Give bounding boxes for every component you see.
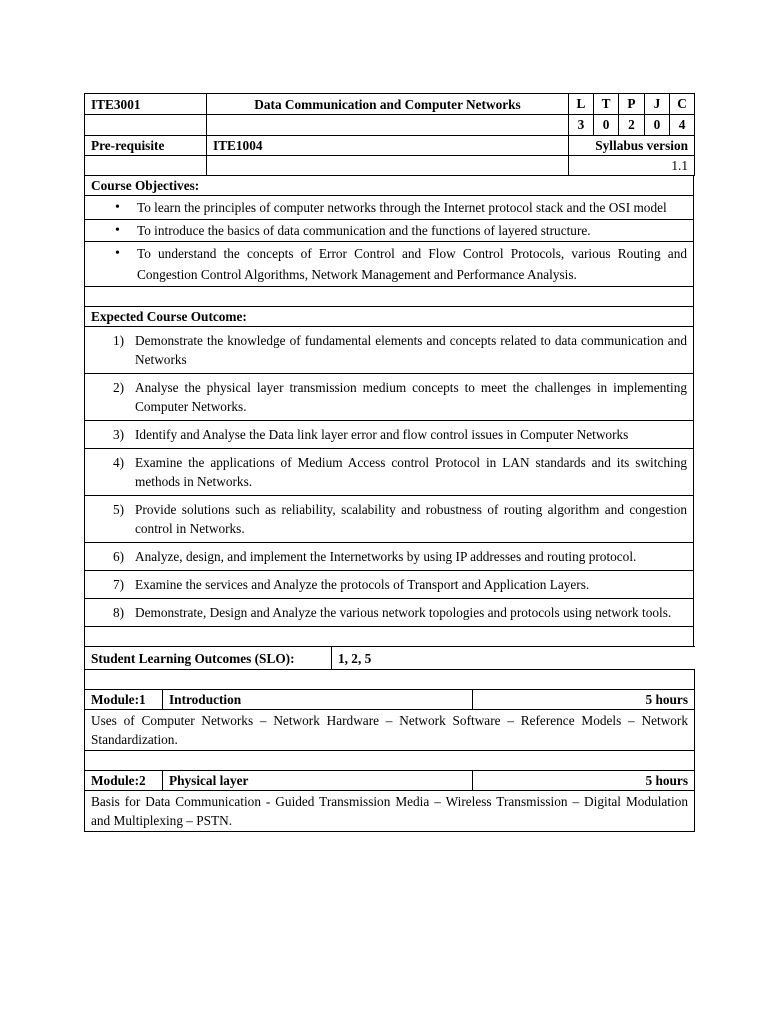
objective-text: • To introduce the basics of data communication and the functions of layered structure. [115,221,687,240]
outcomes-heading: Expected Course Outcome: [85,307,694,327]
ltpjc-value-c: 4 [670,115,694,136]
slo-label: Student Learning Outcomes (SLO): [85,647,332,670]
prerequisite-value: ITE1004 [207,136,569,156]
objective-text: • To understand the concepts of Error Control and Flow Control Protocols, various Routing and Congestion Control Algorithms, Network Management and Performance Analysis. [115,243,687,285]
ltpjc-value-t: 0 [593,115,618,136]
outcome-item [85,421,694,449]
slo-value: 1, 2, 5 [332,647,695,670]
spacer-row [85,287,694,307]
outcome-number: 7) [113,577,125,592]
syllabus-version-label: Syllabus version [569,136,695,156]
outcome-item [85,327,694,374]
spacer-row [85,670,695,690]
course-title: Data Communication and Computer Networks [207,94,569,115]
ltpjc-cell [569,94,695,136]
objective-item [85,196,694,220]
course-header-table [84,93,695,176]
outcome-item [85,543,694,571]
prerequisite-label: Pre-requisite [85,136,207,156]
outcome-item [85,374,694,421]
module-title: Introduction [163,690,473,710]
module-title: Physical layer [163,771,473,791]
module-hours: 5 hours [473,771,695,791]
outcome-text: Analyse the physical layer transmission medium concepts to meet the challenges in implementing Computer Networks. [135,380,687,414]
outcome-number: 6) [113,549,125,564]
ltpjc-value-l: 3 [569,115,593,136]
objective-text: • To learn the principles of computer networks through the Internet protocol stack and the OSI model [115,197,687,218]
slo-table [84,646,695,690]
ltpjc-header-p: P [619,94,644,115]
ltpjc-table [569,94,694,135]
outcome-item [85,449,694,496]
ltpjc-header-t: T [593,94,618,115]
outcome-number: 5) [113,502,125,517]
outcome-text: Identify and Analyse the Data link layer error and flow control issues in Computer Networks [135,427,629,442]
objective-item [85,242,694,287]
module-content: Basis for Data Communication - Guided Transmission Media – Wireless Transmission – Digital Modulation and Multiplexing – PSTN. [85,791,695,832]
outcome-item [85,571,694,599]
outcome-number: 4) [113,455,125,470]
outcome-number: 8) [113,605,125,620]
module-content: Uses of Computer Networks – Network Hardware – Network Software – Reference Models – Network Standardization. [85,710,695,751]
outcome-item [85,496,694,543]
objectives-outcomes-table [84,175,694,647]
syllabus-version-value: 1.1 [569,156,695,176]
spacer-row [85,627,694,647]
outcome-text: Demonstrate the knowledge of fundamental elements and concepts related to data communication and Networks [135,333,687,367]
empty-cell [207,115,569,136]
outcome-text: Provide solutions such as reliability, scalability and robustness of routing algorithm and congestion control in Networks. [135,502,687,536]
outcome-text: Examine the services and Analyze the protocols of Transport and Application Layers. [135,577,590,592]
outcome-text: Analyze, design, and implement the Internetworks by using IP addresses and routing protocol. [135,549,637,564]
ltpjc-value-j: 0 [644,115,669,136]
outcome-text: Examine the applications of Medium Access control Protocol in LAN standards and its switching methods in Networks. [135,455,687,489]
ltpjc-header-c: C [670,94,694,115]
module-label: Module:1 [85,690,163,710]
outcome-item [85,599,694,627]
outcome-number: 1) [113,333,125,348]
objective-item [85,220,694,242]
module-hours: 5 hours [473,690,695,710]
module-2-table [84,770,695,832]
outcome-text: Demonstrate, Design and Analyze the various network topologies and protocols using network tools. [135,605,672,620]
objectives-heading: Course Objectives: [85,176,694,196]
ltpjc-value-p: 2 [619,115,644,136]
empty-cell [85,156,207,176]
outcome-number: 2) [113,380,125,395]
empty-cell [85,115,207,136]
syllabus-document [84,93,694,832]
course-code: ITE3001 [85,94,207,115]
ltpjc-header-l: L [576,96,586,111]
module-label: Module:2 [85,771,163,791]
empty-cell [207,156,569,176]
outcome-number: 3) [113,427,125,442]
ltpjc-header-j: J [644,94,669,115]
spacer-row [85,751,695,771]
module-1-table [84,689,695,771]
